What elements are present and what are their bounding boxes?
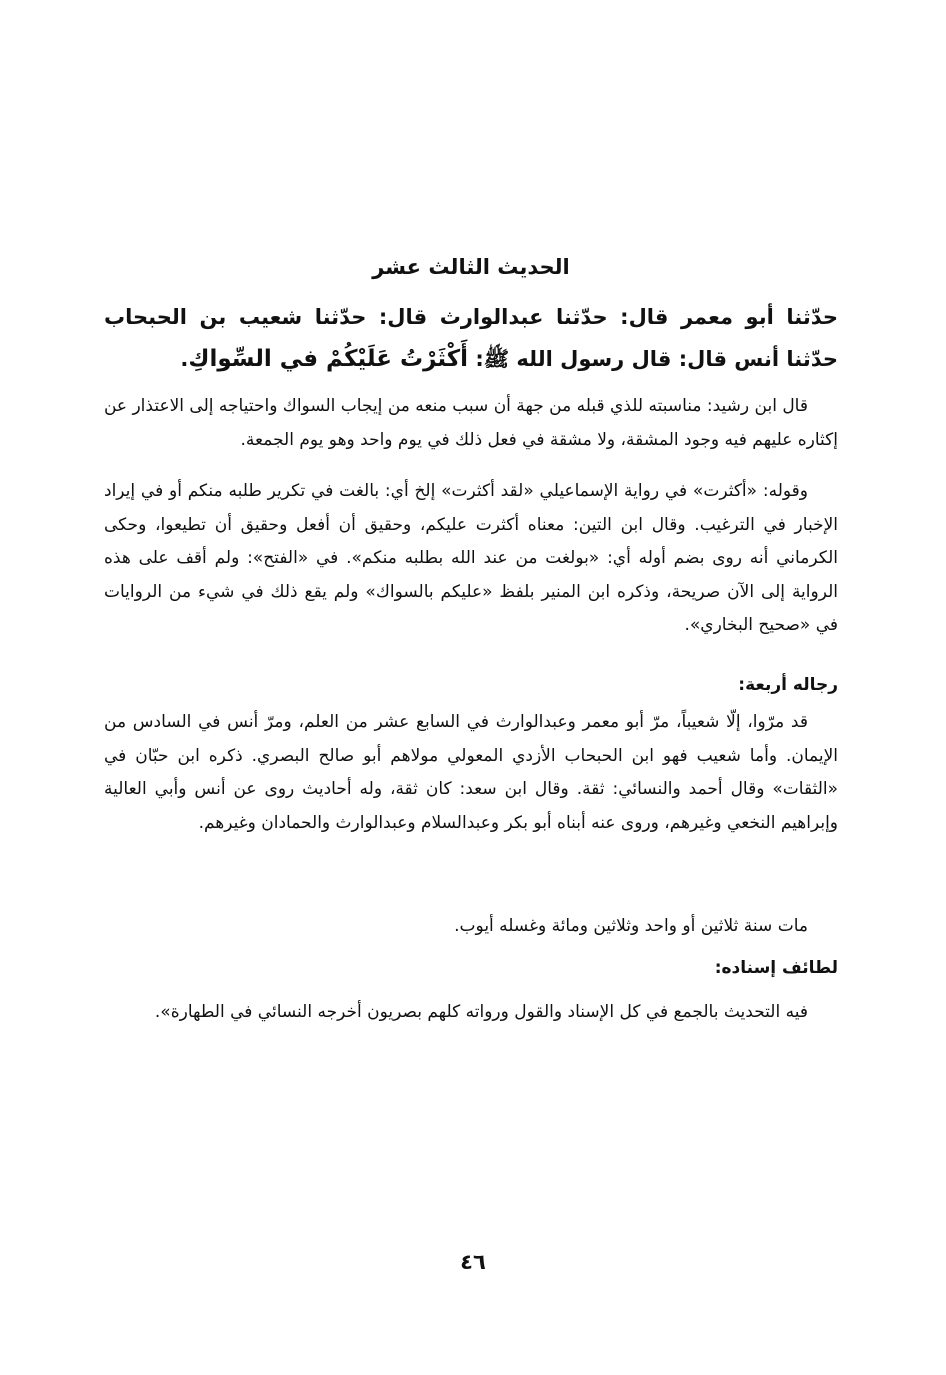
commentary-paragraph-2: وقوله: «أكثرت» في رواية الإسماعيلي «لقد أكثرت» إلخ أي: بالغت في تكرير طلبه منكم أو في إيراد الإخبار في الترغيب. وقال ابن التين: معناه أكثرت عليكم، وحقيق أن أفعل وحقيق أن تطيعوا، وحكى الكرماني أنه روى بضم أوله أي: «بولغت من عند الله بطلبه منكم». في «الفتح»: ولم أقف على هذه الرواية إلى الآن صريحة، وذكره ابن المنير بلفظ «عليكم بالسواك» ولم يقع ذلك في شيء من الروايات في «صحيح البخاري». xyxy=(104,481,838,635)
narrators-paragraph: قد مرّوا، إلّا شعيباً، مرّ أبو معمر وعبدالوارث في السابع عشر من العلم، ومرّ أنس في السادس من الإيمان. وأما شعيب فهو ابن الحبحاب الأزدي المعولي مولاهم أبو صالح البصري. ذكره ابن حبّان في «الثقات» وقال أحمد والنسائي: ثقة. وقال ابن سعد: كان ثقة، وله أحاديث روى عن أنس وأبي العالية وإبراهيم النخعي وغيرهم، وروى عنه أبناه أبو بكر وعبدالسلام وعبدالوارث والحمادان وغيرهم. xyxy=(104,712,838,833)
commentary-paragraph-1: قال ابن رشيد: مناسبته للذي قبله من جهة أن سبب منعه من إيجاب السواك واحتياجه إلى الاعتذار عن إكثاره عليهم فيه وجود المشقة، ولا مشقة في فعل ذلك في يوم واحد وهو يوم الجمعة. xyxy=(103,396,838,450)
chapter-title: الحديث الثالث عشر xyxy=(372,255,570,279)
section-heading-lataif: لطائف إسناده: xyxy=(714,958,838,978)
death-paragraph: مات سنة ثلاثين أو واحد وثلاثين ومائة وغسله أيوب. xyxy=(454,916,808,936)
isnad-paragraph xyxy=(104,296,838,380)
isnad-chain: حدّثنا أبو معمر قال: حدّثنا عبدالوارث قال: حدّثنا شعيب بن الحبحاب حدّثنا أنس قال: قال رسول الله ﷺ: xyxy=(104,305,838,371)
hadith-isnad xyxy=(104,296,838,380)
page-number: ٤٦ xyxy=(460,1250,486,1274)
lataif-paragraph: فيه التحديث بالجمع في كل الإسناد والقول ورواته كلهم بصريون أخرجه النسائي في الطهارة». xyxy=(154,1002,808,1022)
section-heading-rijal: رجاله أربعة: xyxy=(738,675,838,695)
hadith-end-mark: . xyxy=(180,347,189,371)
hadith-text: أَكْثَرْتُ عَلَيْكُمْ في السِّواكِ xyxy=(188,346,469,372)
